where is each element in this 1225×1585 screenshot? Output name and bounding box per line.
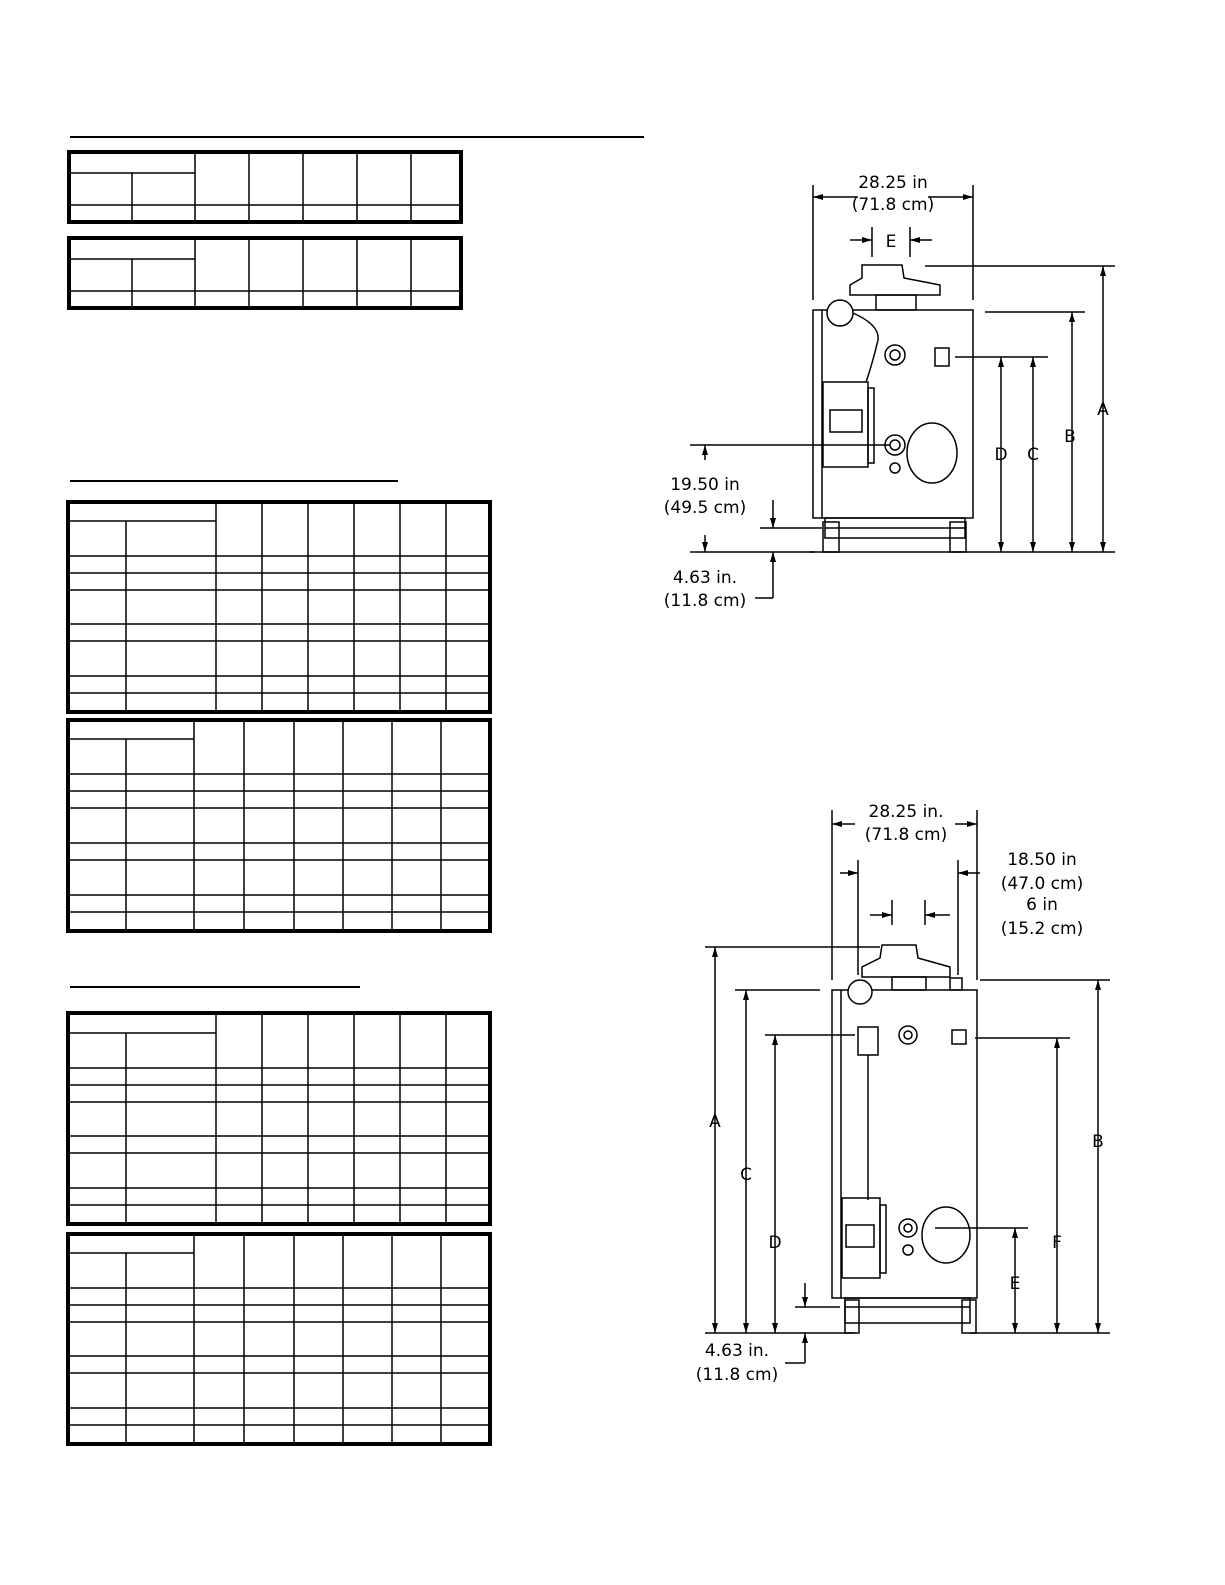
dim-flue-bottom: 6 in	[1026, 895, 1058, 915]
spec-table-5-grid	[70, 1015, 488, 1222]
section-rule-1	[70, 136, 644, 138]
spec-table-6	[66, 1232, 492, 1446]
dim-label-d-top: D	[994, 445, 1008, 465]
relief-device-bottom	[858, 1027, 878, 1055]
flue-hood-bottom	[862, 945, 950, 977]
spec-table-1-grid	[71, 154, 459, 220]
spec-table-2	[67, 236, 463, 310]
dim-width-metric-bottom: (71.8 cm)	[864, 825, 948, 845]
section-rule-3	[70, 986, 360, 988]
dim-label-d-bottom: D	[768, 1233, 782, 1253]
dim-label-a-top: A	[1097, 400, 1109, 420]
dim-offset-bottom: 18.50 in	[1007, 850, 1077, 870]
dim-flue-metric-bottom: (15.2 cm)	[1000, 919, 1084, 939]
dim-width-bottom: 28.25 in.	[868, 802, 944, 822]
spec-table-4-grid	[70, 722, 488, 929]
dim-label-c-top: C	[1027, 445, 1039, 465]
dim-label-b-bottom: B	[1092, 1132, 1104, 1152]
dim-base-bottom: 4.63 in.	[704, 1341, 770, 1361]
burner-base-bottom	[845, 1298, 970, 1323]
dim-base-metric-bottom: (11.8 cm)	[695, 1365, 779, 1385]
access-port-top	[907, 423, 957, 483]
outlet-fitting-top	[935, 348, 949, 366]
dim-base-metric-top: (11.8 cm)	[663, 591, 747, 611]
tp-valve-bottom	[848, 980, 872, 1004]
spec-table-5	[66, 1011, 492, 1226]
flue-hood-top	[850, 265, 940, 295]
control-display-top	[830, 410, 862, 432]
drain-fitting-bottom	[899, 1219, 917, 1237]
dim-label-b-top: B	[1064, 427, 1076, 447]
dim-width-metric-top: (71.8 cm)	[851, 195, 935, 215]
dim-label-a-bottom: A	[709, 1112, 721, 1132]
section-rule-2	[70, 480, 398, 482]
control-display-bottom	[846, 1225, 874, 1247]
inlet-fitting-top	[885, 345, 905, 365]
spec-table-4	[66, 718, 492, 933]
tp-valve-top	[827, 300, 853, 326]
spec-table-2-grid	[71, 240, 459, 306]
inlet-fitting-bottom	[899, 1026, 917, 1044]
dim-width-top: 28.25 in	[858, 173, 928, 193]
dim-height-mid-metric-top: (49.5 cm)	[663, 498, 747, 518]
dim-height-mid-top: 19.50 in	[670, 475, 740, 495]
dim-label-c-bottom: C	[740, 1165, 752, 1185]
spec-table-3	[66, 500, 492, 714]
access-port-bottom	[922, 1207, 970, 1263]
dim-offset-metric-bottom: (47.0 cm)	[1000, 874, 1084, 894]
tank-body-top	[813, 310, 973, 518]
spec-table-3-grid	[70, 504, 488, 710]
heater-diagram-bottom	[680, 795, 1120, 1395]
spec-table-1	[67, 150, 463, 224]
outlet-fitting-bottom	[952, 1030, 966, 1044]
spec-table-6-grid	[70, 1236, 488, 1442]
dim-base-top: 4.63 in.	[672, 568, 738, 588]
heater-diagram-top	[640, 160, 1140, 630]
dim-label-f-bottom: F	[1052, 1233, 1062, 1253]
dim-label-e-bottom: E	[1009, 1274, 1021, 1294]
dim-label-e-top: E	[885, 232, 897, 252]
